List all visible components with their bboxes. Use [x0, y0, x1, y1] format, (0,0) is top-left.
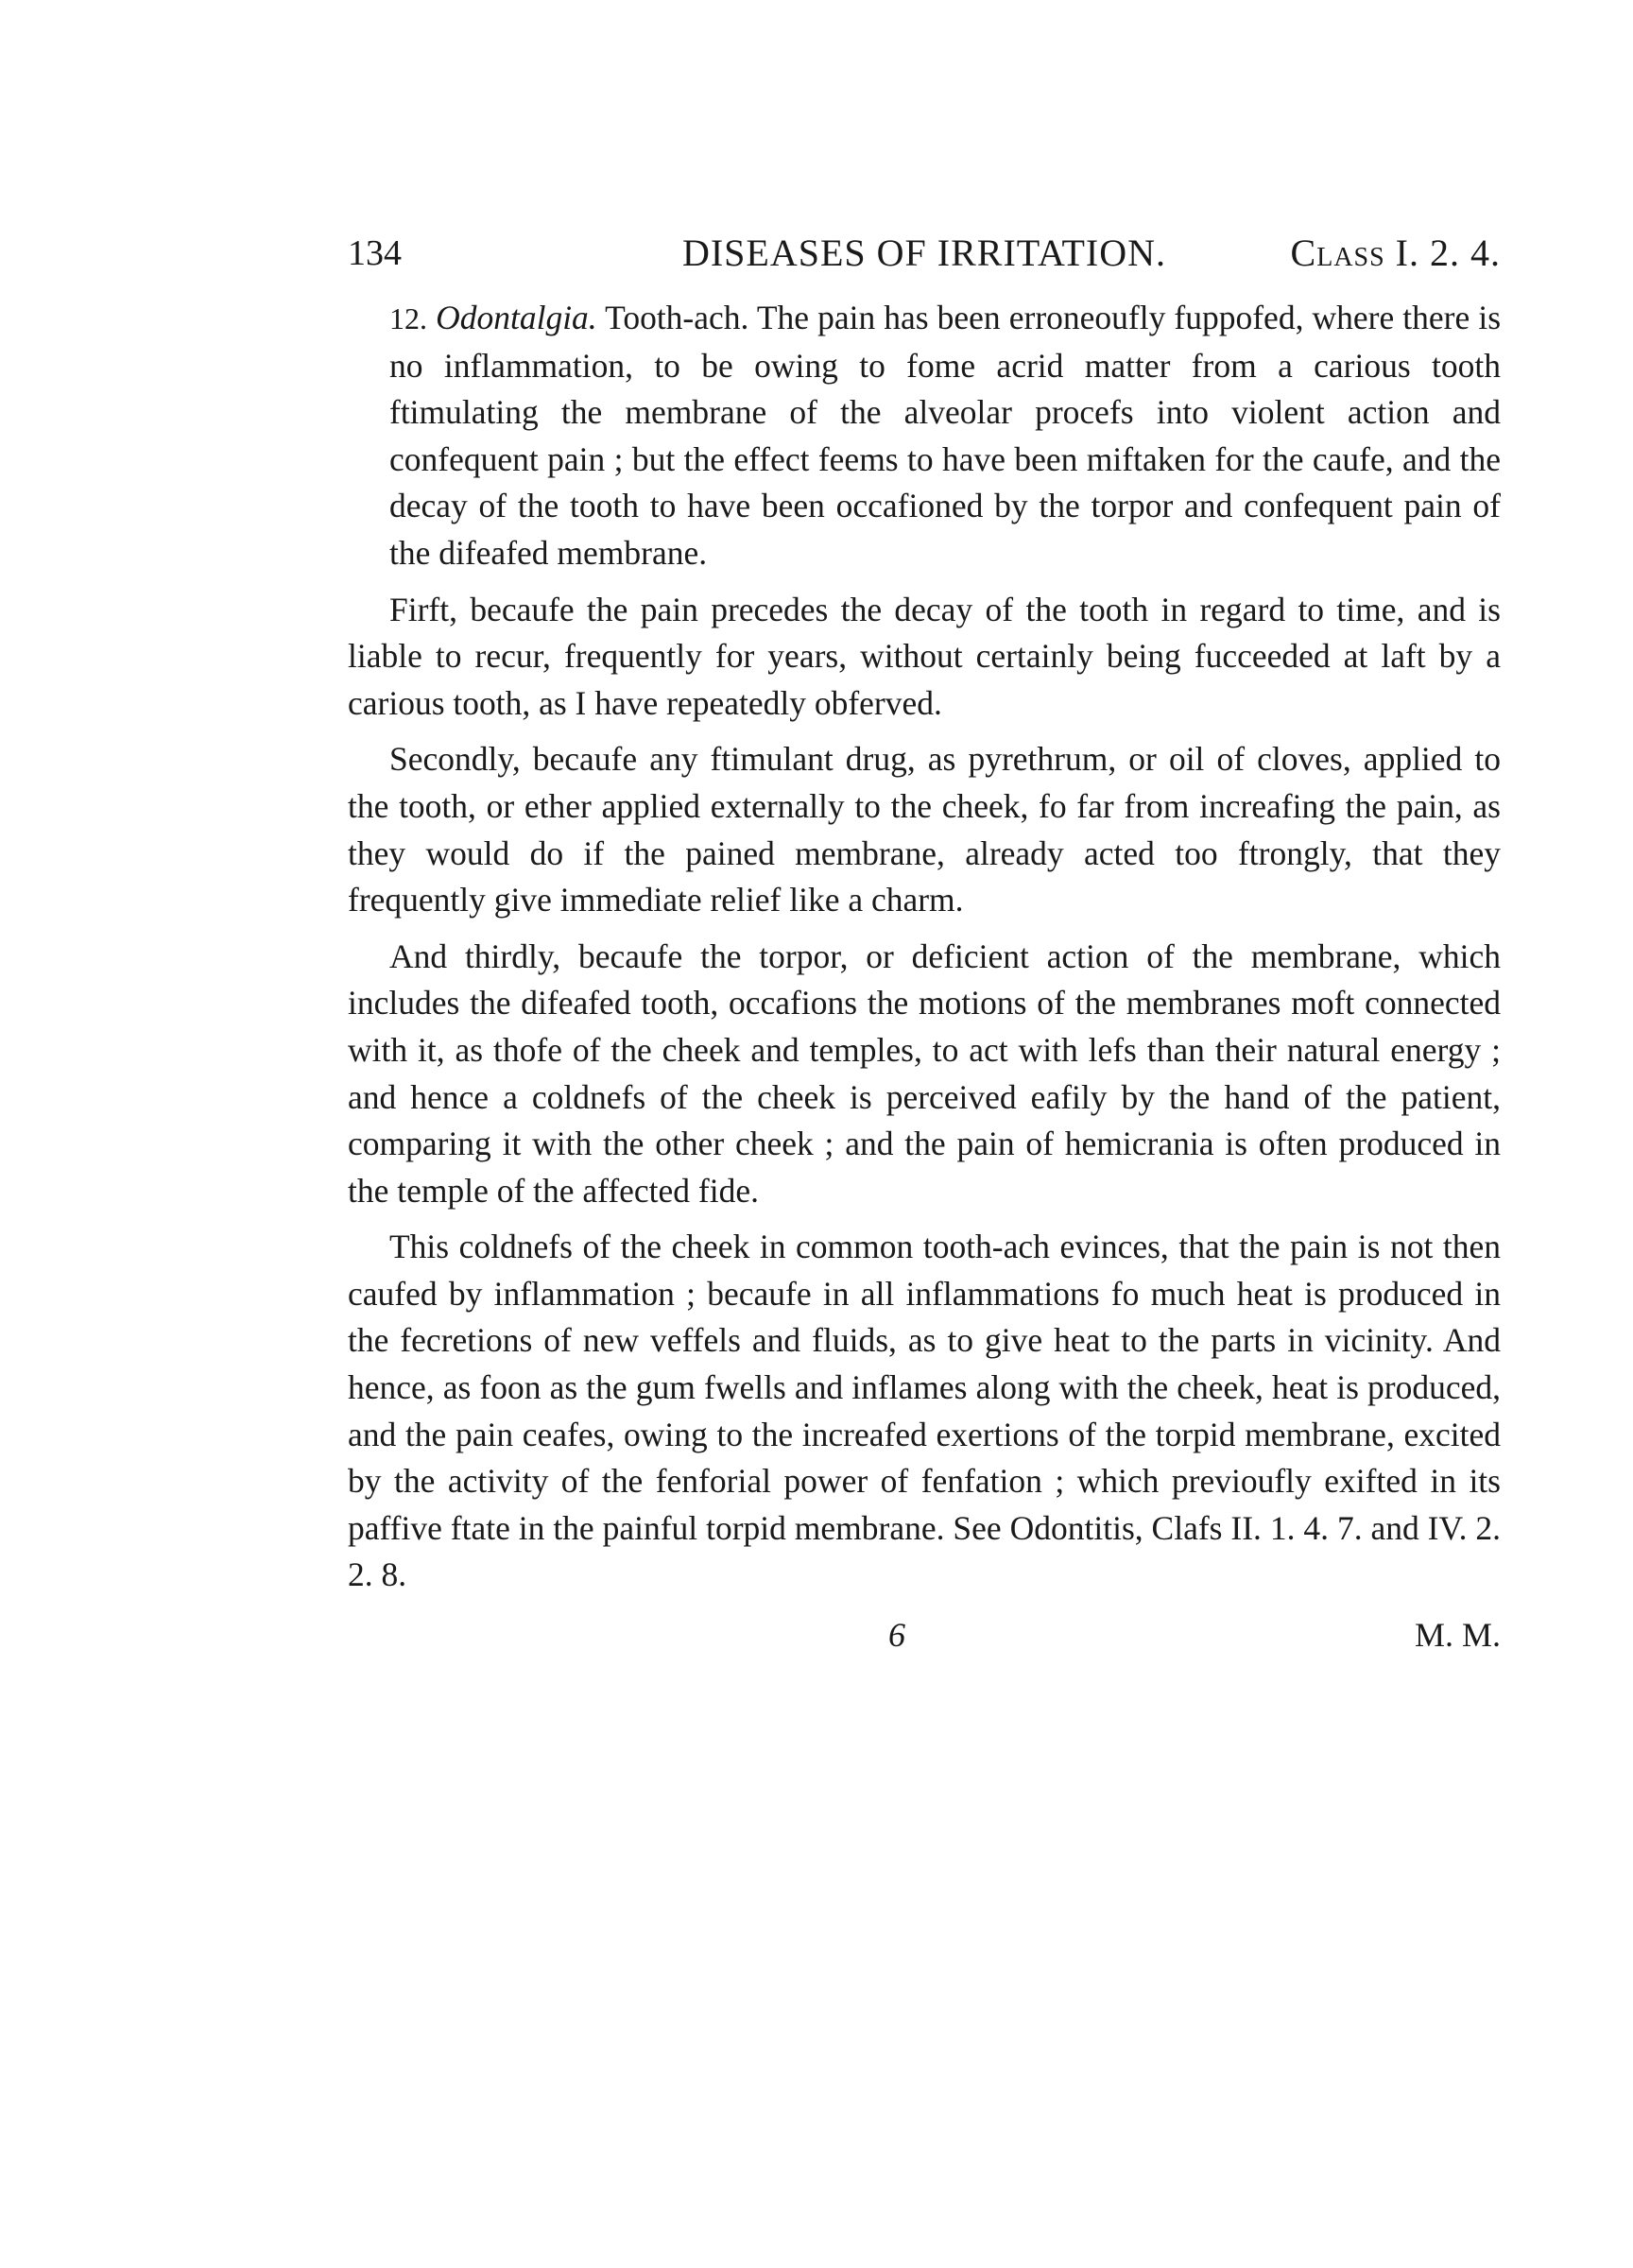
catchword: M. M. [1414, 1616, 1501, 1655]
page-number: 134 [348, 233, 402, 273]
running-head [348, 225, 1501, 282]
paragraph-coldness: This coldnefs of the cheek in common tooth-ach evinces, that the pain is not then caufed by inflammation ; becaufe in all inflammations fo much heat is produced in the fecretions of new veffels and fluids, as to give heat to the parts in vicinity. And hence, as foon as the gum fwells and inflames along with the cheek, heat is produced, and the pain ceafes, owing to the increafed exertions of the torpid membrane, excited by the activity of the fenforial power of fenfation ; which previoufly exifted in its paffive ftate in the painful torpid membrane. See Odontitis, Clafs II. 1. 4. 7. and IV. 2. 2. 8. [348, 1228, 1501, 1594]
entry-number: 12. [389, 301, 427, 335]
paragraph-third-reason: And thirdly, becaufe the torpor, or deficient action of the membrane, which includes the difeafed tooth, occafions the motions of the membranes moft connected with it, as thofe of the cheek and temples, to act with lefs than their natural energy ; and hence a coldnefs of the cheek is perceived eafily by the hand of the patient, comparing it with the other cheek ; and the pain of hemicrania is often produced in the temple of the affected fide. [348, 936, 1501, 1210]
class-reference: Class I. 2. 4. [1290, 232, 1501, 274]
entry-text: Tooth-ach. The pain has been erroneoufly fuppofed, where there is no inflammation, to be owing to fome acrid matter from a carious tooth ftimulating the membrane of the alveolar procefs into violent action and confequent pain ; but the effect feems to have been miftaken for the caufe, and the decay of the tooth to have been occafioned by the torpor and confequent pain of the difeafed membrane. [389, 299, 1502, 572]
signature-mark: 6 [888, 1616, 905, 1655]
paragraph-second-reason: Secondly, becaufe any ftimulant drug, as pyrethrum, or oil of cloves, applied to the tooth, or ether applied externally to the cheek, fo far from increafing the pain, as they would do if the pained membrane, already acted too ftrongly, that they frequently give immediate relief like a charm. [348, 740, 1501, 919]
running-title: DISEASES OF IRRITATION. [681, 232, 1167, 274]
page-footer [348, 1608, 1501, 1661]
book-page [348, 225, 1501, 1661]
body-text [348, 295, 1501, 1599]
paragraph-first-reason: Firft, becaufe the pain precedes the decay of the tooth in regard to time, and is liable to recur, frequently for years, without certainly being fucceeded at laft by a carious tooth, as I have repeatedly obferved. [348, 590, 1501, 722]
paragraph-odontalgia [348, 295, 1501, 577]
entry-term: Odontalgia. [436, 299, 597, 336]
